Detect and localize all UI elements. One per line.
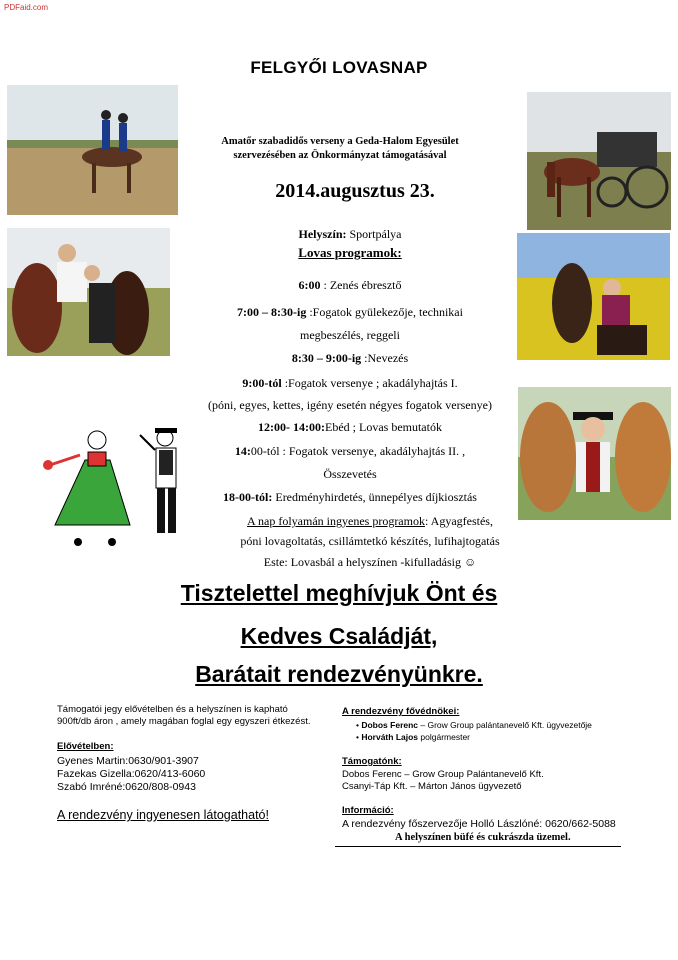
sponsors-label: Támogatónk: — [342, 756, 402, 767]
location: Helyszín: Sportpálya — [298, 227, 402, 241]
photo-hussars-riding — [7, 85, 178, 215]
program-item: 8:30 – 9:00-ig :Nevezés — [291, 351, 409, 365]
invitation-line2: Kedves Családját, — [240, 623, 438, 649]
photo-woman-horses — [518, 387, 671, 520]
program-item: 7:00 – 8:30-ig :Fogatok gyülekezője, technikai — [237, 305, 463, 319]
sponsor: Dobos Ferenc – Grow Group Palántanevelő Kft. — [342, 769, 544, 780]
free-programs-line2: póni lovagoltatás, csillámtetkó készítés, lufihajtogatás — [240, 534, 500, 548]
program-item: Összevetés — [323, 467, 377, 481]
divider — [335, 846, 621, 847]
program-item: 12:00- 14:00:Ebéd ; Lovas bemutatók — [258, 420, 442, 434]
subtitle: Amatőr szabadidős verseny a Geda-Halom Egyesület szervezésében az Önkormányzat támogatásával — [221, 136, 459, 161]
pdf-watermark: PDFaid.com — [4, 3, 49, 12]
program-title: Lovas programok: — [298, 245, 402, 260]
event-date: 2014.augusztus 23. — [275, 180, 435, 202]
info-line: A rendezvény főszervezője Holló Lászlóné: 0620/662-5088 — [342, 818, 616, 830]
contact: Gyenes Martin:0630/901-3907 — [57, 755, 199, 767]
free-programs: A nap folyamán ingyenes programok: Agyagfestés, — [247, 514, 493, 528]
program-item: 14:00-tól : Fogatok versenye, akadályhajtás II. , — [234, 444, 466, 458]
buffet-note: A helyszínen büfé és cukrászda üzemel. — [395, 832, 571, 843]
program-item: 9:00-tól :Fogatok versenye ; akadályhajtás I. — [242, 376, 458, 390]
sponsor: Csanyi-Táp Kft. – Márton János ügyvezető — [342, 781, 522, 792]
photo-carriage — [527, 92, 671, 230]
program-item: (póni, egyes, kettes, igény esetén négyes fogatok versenye) — [208, 398, 492, 412]
program-item: 18-00-tól: Eredményhirdetés, ünnepélyes díjkiosztás — [223, 490, 477, 504]
patron-item: • Dobos Ferenc – Grow Group palántanevelő Kft. ügyvezetője — [356, 720, 592, 730]
ticket-info: Támogatói jegy elővételben és a helyszínen is kapható 900ft/db áron , amely magában foglal egy egyszeri étkezést. — [57, 704, 311, 727]
invitation-line3: Barátait rendezvényünkre. — [195, 661, 483, 687]
photo-rider-rapeseed — [517, 233, 670, 360]
presale-label: Elővételben: — [57, 741, 114, 752]
patron-item: • Horváth Lajos polgármester — [356, 732, 470, 742]
patrons-label: A rendezvény fővédnökei: — [342, 706, 460, 717]
page-title: FELGYŐI LOVASNAP — [250, 58, 428, 77]
contact: Szabó Imréné:0620/808-0943 — [57, 781, 196, 793]
photo-couple-horses — [7, 228, 170, 356]
free-entry: A rendezvény ingyenesen látogatható! — [57, 808, 269, 822]
presale-contacts — [57, 755, 205, 794]
contact: Fazekas Gizella:0620/413-6060 — [57, 768, 206, 780]
sponsors-list — [342, 769, 544, 793]
info-label: Információ: — [342, 805, 394, 816]
program-item: megbeszélés, reggeli — [300, 328, 400, 342]
folk-dancers-illustration — [40, 420, 200, 555]
invitation-line1: Tisztelettel meghívjuk Önt és — [180, 580, 498, 606]
free-programs-line3: Este: Lovasbál a helyszínen -kifulladásig ☺ — [263, 555, 477, 569]
program-item: 6:00 : Zenés ébresztő — [298, 278, 402, 292]
